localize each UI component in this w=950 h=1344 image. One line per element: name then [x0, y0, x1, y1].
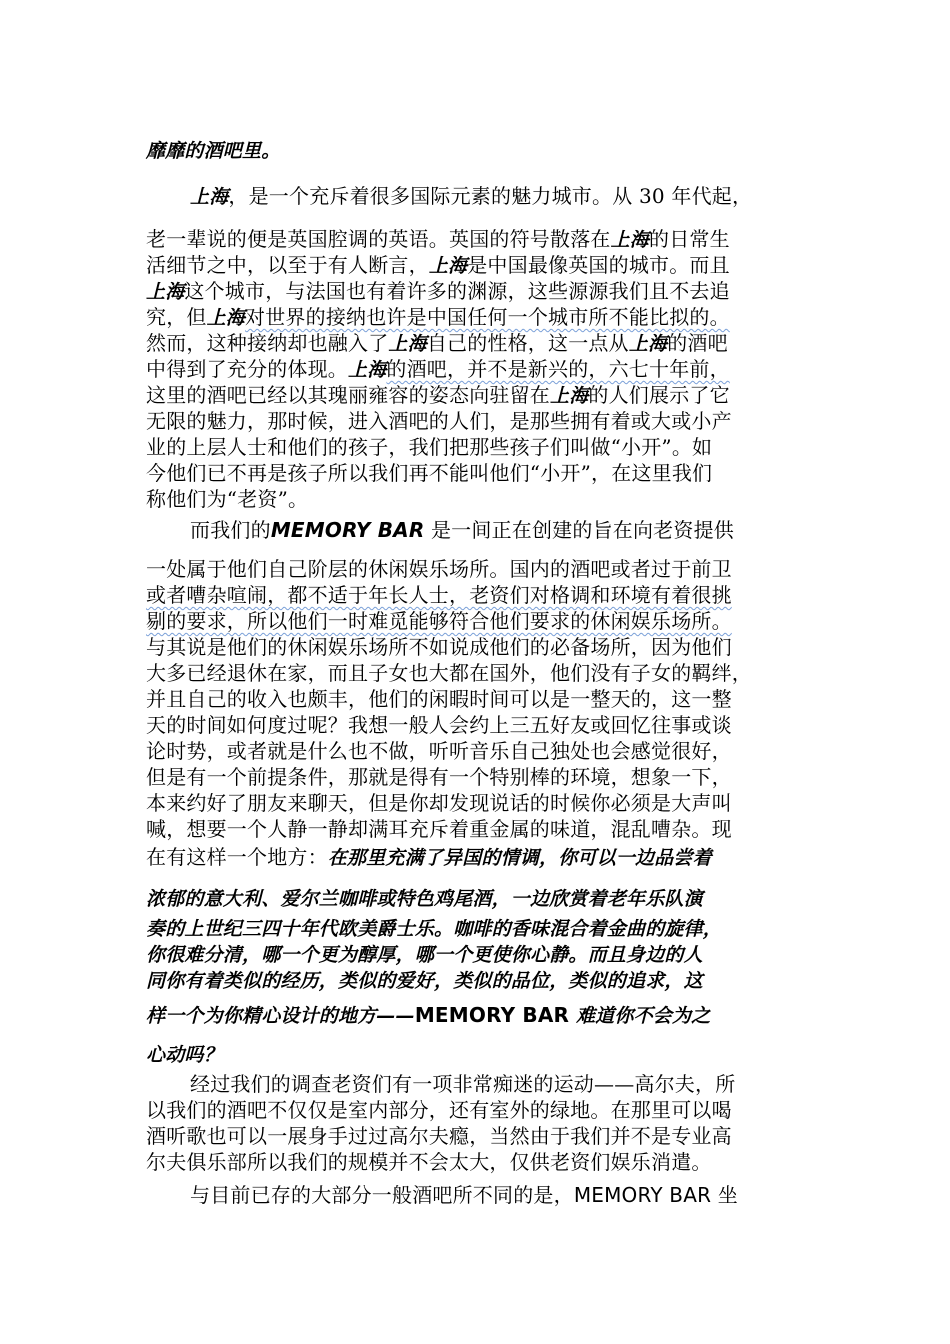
text-line	[146, 915, 722, 942]
text-run: 酒听歌也可以一展身手过过高尔夫瘾，当然由于我们并不是专业高	[146, 1124, 732, 1148]
place-name-run: 上海	[146, 281, 185, 303]
text-line	[146, 556, 732, 582]
paragraph-first-line	[190, 1071, 735, 1097]
place-name-run: 上海	[206, 307, 246, 329]
paragraph-first-line	[190, 1182, 738, 1208]
text-run: 无限的魅力，那时候，进入酒吧的人们，是那些拥有着或大或小产	[146, 409, 732, 433]
text-run: 是一间正在创建的旨在向老资提供	[424, 518, 734, 542]
place-name-run: 上海	[610, 229, 650, 251]
calligraphic-run: 你很难分清，哪一个更为醇厚，哪一个更使你心静。而且身边的人	[146, 944, 703, 966]
paragraph-first-line	[190, 183, 752, 210]
text-line	[146, 634, 732, 660]
text-run: 喊，想要一个人静一静却满耳充斥着重金属的味道，混乱嘈杂。现	[146, 817, 732, 841]
text-line	[146, 608, 732, 634]
text-run: 与其说是他们的休闲娱乐场所不如说成他们的必备场所，因为他们	[146, 635, 732, 659]
text-run: 天的时间如何度过呢？我想一般人会约上三五好友或回忆往事或谈	[146, 713, 732, 737]
text-line	[146, 1123, 732, 1149]
text-run: 而我们的	[190, 518, 271, 542]
text-run: 论时势，或者就是什么也不做，听听音乐自己独处也会感觉很好，	[146, 739, 732, 763]
text-line	[146, 137, 280, 164]
text-run: 与目前已存的大部分一般酒吧所不同的是，	[190, 1183, 574, 1207]
calligraphic-run: 样一个为你精心设计的地方——	[146, 1005, 415, 1027]
text-run: 大多已经退休在家，而且子女也大都在国外，他们没有子女的羁绊，	[146, 661, 752, 685]
text-line	[146, 686, 732, 712]
text-run: 靡靡的酒吧里。	[146, 140, 281, 162]
place-name-run: 上海	[348, 359, 387, 381]
text-line	[146, 790, 732, 816]
paragraph-first-line	[190, 517, 734, 543]
text-line	[146, 1041, 223, 1068]
text-line	[146, 408, 732, 434]
text-line	[146, 816, 732, 842]
text-run: 对世界的接纳也许是中国任何一个城市所不能比拟的。	[245, 305, 730, 329]
brand-name-run: MEMORY BAR	[270, 518, 425, 542]
text-line	[146, 764, 732, 790]
text-line	[146, 941, 703, 968]
brand-name-run: MEMORY BAR	[414, 1003, 570, 1027]
text-run: 以我们的酒吧不仅仅是室内部分，还有室外的绿地。在那里可以喝	[146, 1098, 732, 1122]
text-run: 但是有一个前提条件，那就是得有一个特别棒的环境，想象一下，	[146, 765, 732, 789]
text-run: 的日常生	[649, 227, 730, 251]
text-line	[146, 844, 712, 871]
text-line	[146, 330, 728, 357]
place-name-run: 上海	[628, 333, 668, 355]
text-run: 一处属于他们自己阶层的休闲娱乐场所。国内的酒吧或者过于前卫	[146, 557, 732, 581]
calligraphic-run: 心动吗？	[146, 1044, 223, 1066]
text-line	[146, 738, 732, 764]
text-line	[146, 434, 712, 460]
text-line	[146, 460, 712, 486]
text-run: 或者嘈杂喧闹，都不适于年长人士，老资们对格调和环境有着很挑	[146, 583, 732, 607]
text-line	[146, 967, 703, 994]
text-run: 剔的要求，所以他们一时难觅能够符合他们要求的休闲娱乐场所。	[146, 609, 732, 633]
text-line	[146, 885, 703, 912]
text-run: 这里的酒吧已经以其瑰丽雍容的姿态向驻留在	[146, 383, 550, 407]
text-line	[146, 304, 730, 331]
text-line	[146, 1097, 732, 1123]
text-run: 今他们已不再是孩子所以我们再不能叫他们“小开”，在这里我们	[146, 461, 713, 485]
place-name-run: 上海	[550, 385, 589, 407]
text-run: 这个城市，与法国也有着许多的渊源，这些源源我们且不去追	[184, 279, 730, 303]
text-run: 自己的性格，这一点从	[426, 331, 629, 355]
text-run: 老一辈说的便是英国腔调的英语。英国的符号散落在	[146, 227, 611, 251]
keyword-run: 高尔夫	[634, 1072, 696, 1096]
brand-name-run: MEMORY BAR	[573, 1183, 712, 1207]
text-run: 尔夫俱乐部所以我们的规模并不会太大，仅供老资们娱乐消遣。	[146, 1150, 712, 1174]
calligraphic-run: 同你有着类似的经历，类似的爱好，类似的品位，类似的追求，这	[146, 970, 703, 992]
place-name-run: 上海	[428, 255, 468, 277]
text-line	[146, 356, 730, 383]
calligraphic-run: 难道你不会为之	[569, 1005, 711, 1027]
text-run: 中得到了充分的体现。	[146, 357, 348, 381]
place-name-run: 上海	[388, 333, 427, 355]
text-run: 并且自己的收入也颇丰，他们的闲暇时间可以是一整天的，这一整	[146, 687, 732, 711]
text-run: 业的上层人士和他们的孩子，我们把那些孩子们叫做“小开”。如	[146, 435, 713, 459]
text-line	[146, 1002, 710, 1029]
text-line	[146, 712, 732, 738]
text-run: 活细节之中，以至于有人断言，	[146, 253, 429, 277]
text-run: 然而，这种接纳却也融入了	[146, 331, 389, 355]
text-run: 经过我们的调查老资们有一项非常痴迷的运动——	[190, 1072, 635, 1096]
text-run: 是中国最像英国的城市。而且	[467, 253, 730, 277]
text-line	[146, 1149, 712, 1175]
text-line	[146, 486, 308, 512]
text-line	[146, 382, 730, 409]
text-run: 的酒吧	[667, 331, 728, 355]
text-line	[146, 226, 730, 253]
calligraphic-run: 奏的上世纪三四十年代欧美爵士乐。咖啡的香味混合着金曲的旋律，	[146, 918, 723, 940]
text-run: 本来约好了朋友来聊天，但是你却发现说话的时候你必须是大声叫	[146, 791, 732, 815]
calligraphic-run: 在那里充满了异国的情调，你可以一边品尝着	[327, 847, 712, 869]
place-name-run: 上海	[190, 186, 229, 208]
text-line	[146, 252, 730, 279]
text-run: 称他们为“老资”。	[146, 487, 309, 511]
text-run: 坐	[711, 1183, 738, 1207]
calligraphic-run: 浓郁的意大利、爱尔兰咖啡或特色鸡尾酒，一边欣赏着老年乐队演	[146, 888, 703, 910]
text-run: ，所	[695, 1072, 736, 1096]
document-page	[146, 0, 808, 1344]
text-run: 在有这样一个地方：	[146, 845, 328, 869]
text-run: 的人们展示了它	[588, 383, 730, 407]
text-run: 的酒吧，并不是新兴的，六七十年前，	[386, 357, 730, 381]
text-run: 究，但	[146, 305, 207, 329]
text-run: ，是一个充斥着很多国际元素的魅力城市。从 30 年代起，	[228, 184, 753, 208]
text-line	[146, 582, 732, 608]
text-line	[146, 660, 752, 686]
text-line	[146, 278, 730, 305]
